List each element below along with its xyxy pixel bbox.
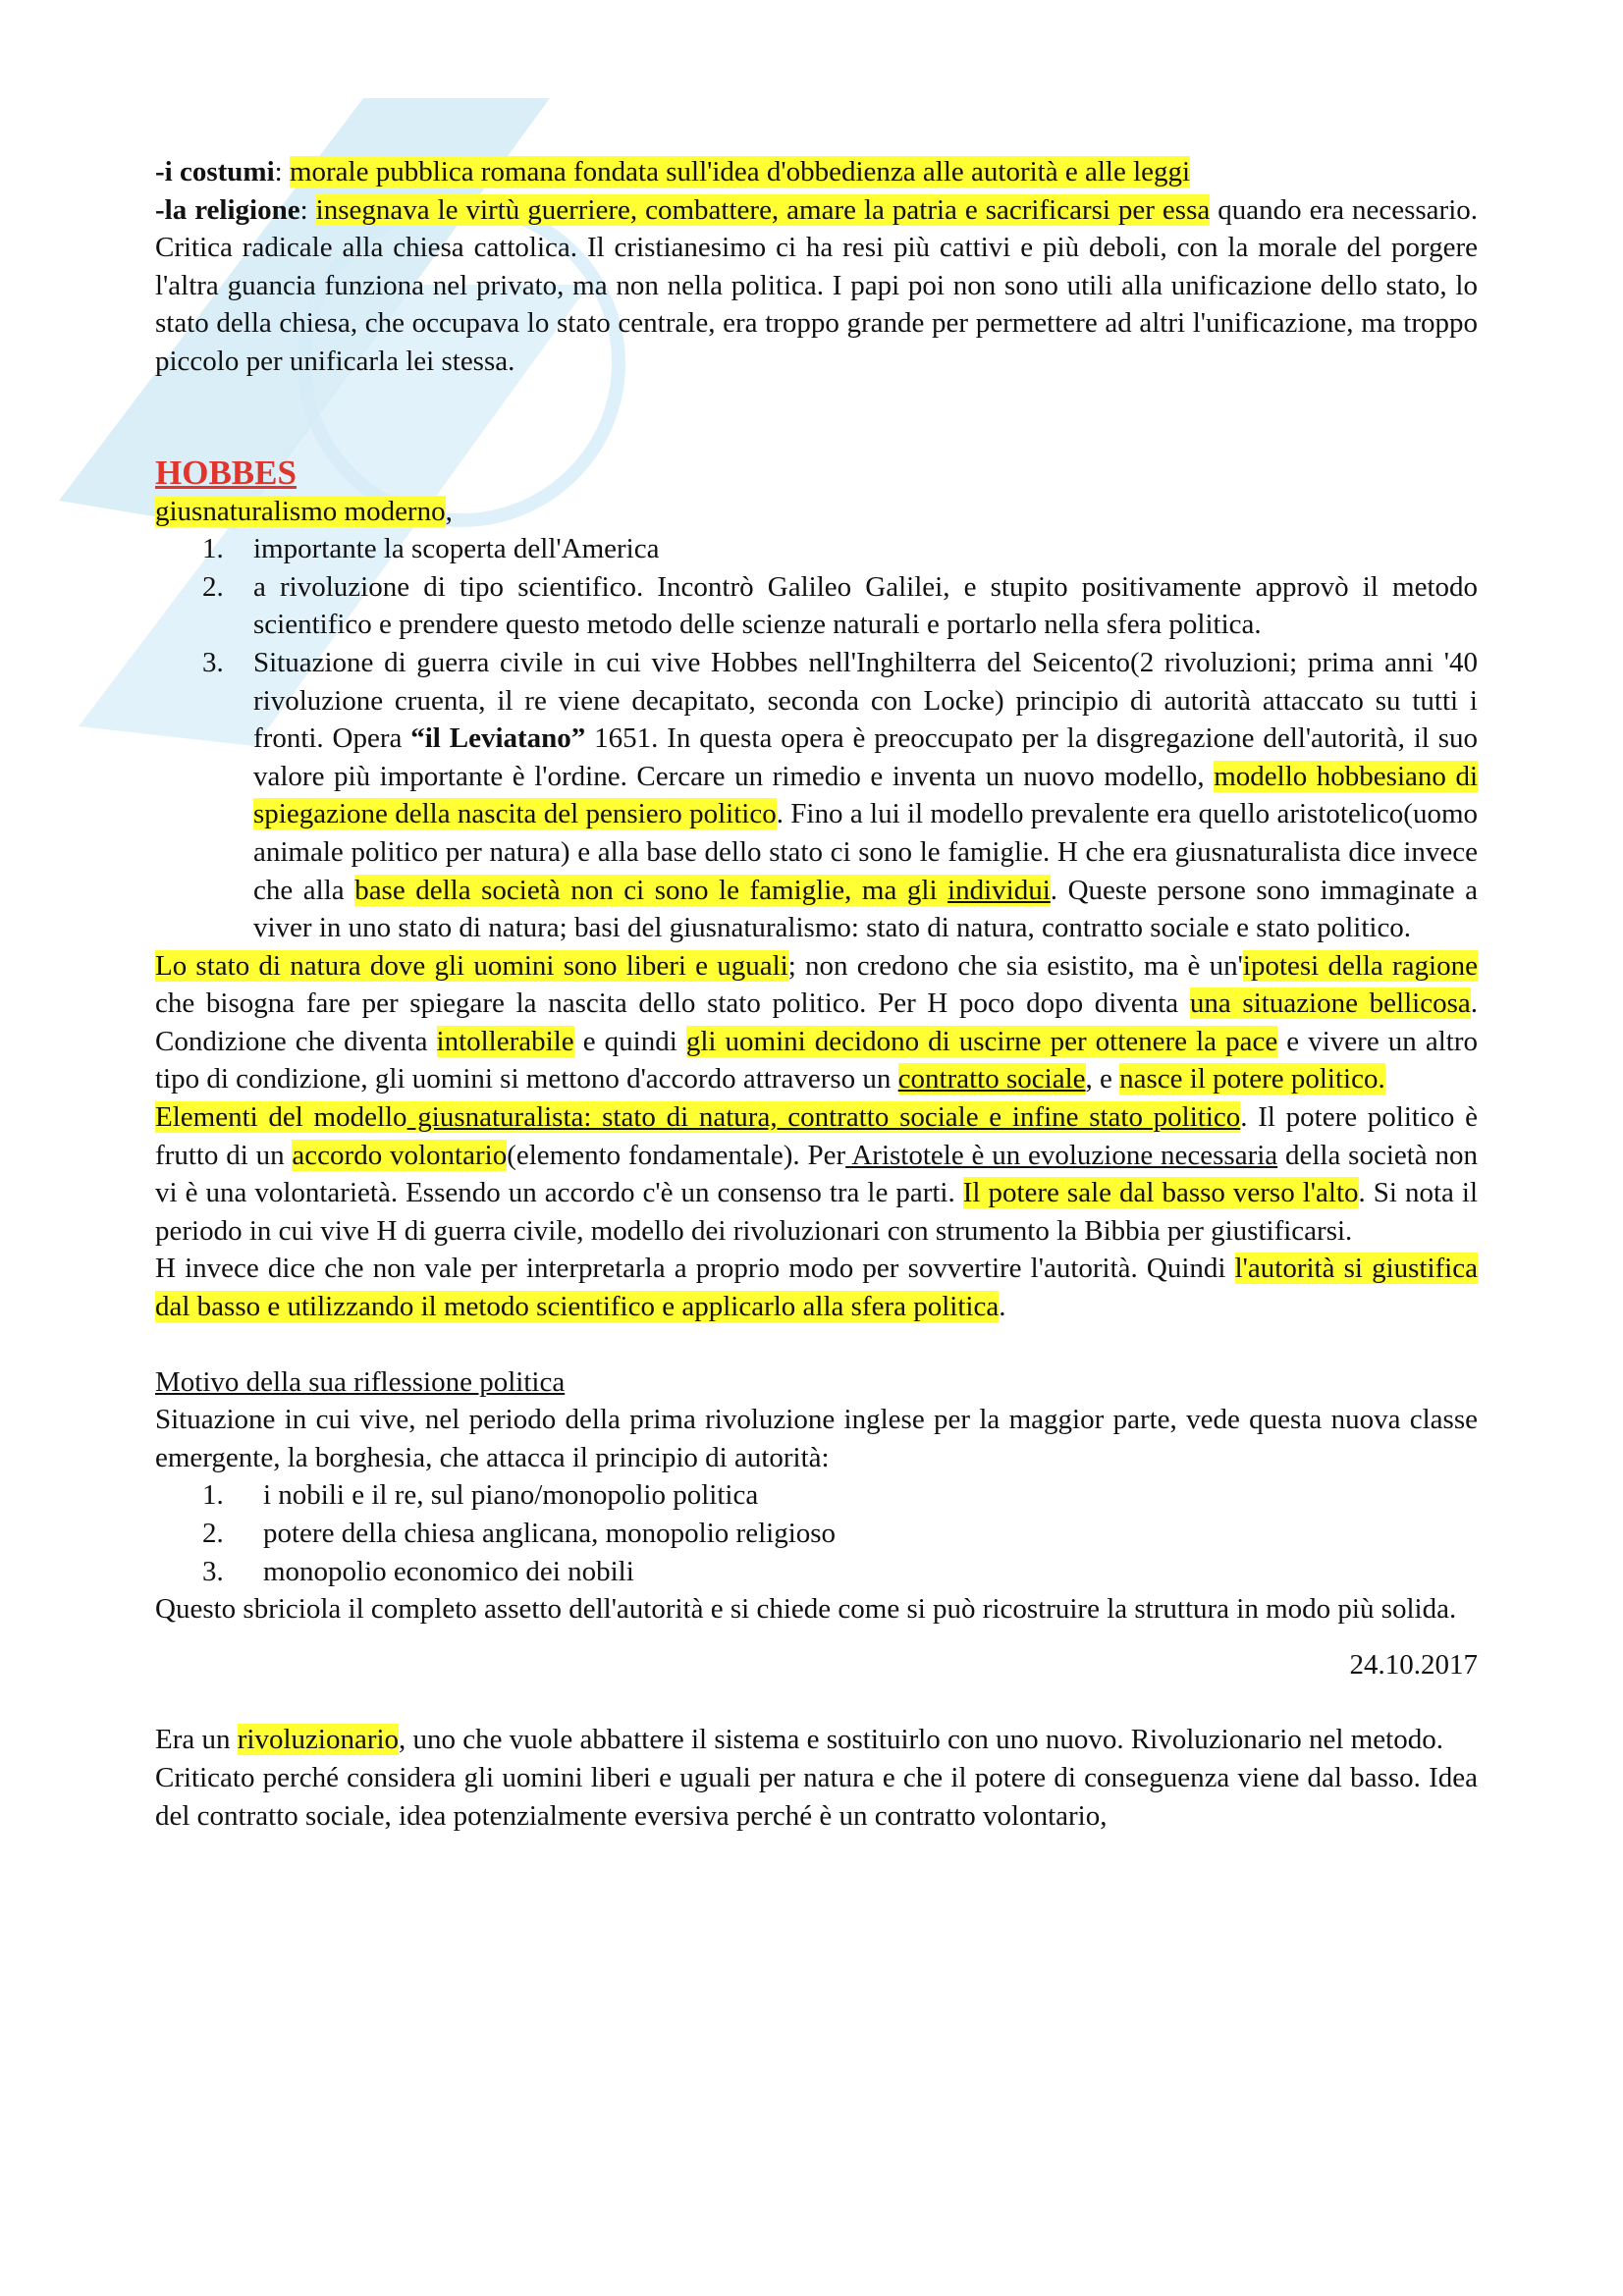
paragraph-autorita: H invece dice che non vale per interpretarla a proprio modo per sovvertire l'autorità. Quindi l'autorità si giustifica dal basso e utilizzando il metodo scientifico e applicarlo alla sfera politica. [155,1253,1478,1323]
section-title-hobbes: HOBBES [155,453,297,492]
costumi-text: morale pubblica romana fondata sull'idea d'obbedienza alle autorità e alle leggi [289,156,1191,187]
paragraph-religione: -la religione: insegnava le virtù guerriere, combattere, amare la patria e sacrificarsi per essa quando era necessario. Critica radicale alla chiesa cattolica. Il cristianesimo ci ha resi più cattivi e più deboli, con la morale del porgere l'altra guancia funziona nel privato, ma non nella politica. I papi poi non sono utili alla unificazione dello stato, lo stato della chiesa, che occupava lo stato centrale, era troppo grande per permettere ad altri l'unificazione, ma troppo piccolo per unificarla lei stessa. [155,193,1479,377]
list-item: 1. importante la scoperta dell'America [202,533,660,565]
costumi-label: -i costumi [155,156,275,187]
hobbes-list [155,530,1478,947]
opera-title: “il Leviatano” [410,722,586,755]
list-item: 2. a rivoluzione di tipo scientifico. Incontrò Galileo Galilei, e stupito positivamente approvò il metodo scientifico e prendere questo metodo delle scienze naturali e portarlo nella sfera politica. [202,570,1478,641]
document-body [155,153,1478,1835]
motivo-outro: Questo sbriciola il completo assetto dell'autorità e si chiede come si può ricostruire la struttura in modo più solida. [155,1593,1457,1626]
list-item: 3. monopolio economico dei nobili [202,1555,634,1587]
motivo-heading: Motivo della sua riflessione politica [155,1365,566,1398]
religione-highlight: insegnava le virtù guerriere, combattere, amare la patria e sacrificarsi per essa [315,193,1211,226]
paragraph-criticato: Criticato perché considera gli uomini liberi e uguali per natura e che il potere di conseguenza viene dal basso. Idea del contratto sociale, idea potenzialmente eversiva perché è un contratto volontario, [155,1761,1478,1832]
paragraph-rivoluzionario: Era un rivoluzionario, uno che vuole abbattere il sistema e sostituirlo con uno nuovo. Rivoluzionario nel metodo. [155,1724,1443,1756]
paragraph-elementi: Elementi del modello giusnaturalista: stato di natura, contratto sociale e infine stato politico. Il potere politico è frutto di un accordo volontario(elemento fondamentale). Per Aristotele è un evoluzione necessaria della società non vi è una volontarietà. Essendo un accordo c'è un consenso tra le parti. Il potere sale dal basso verso l'alto. Si nota il periodo in cui vive H di guerra civile, modello dei rivoluzionari con strumento la Bibbia per giustificarsi. [155,1101,1478,1247]
list-item: 3. Situazione di guerra civile in cui vive Hobbes nell'Inghilterra del Seicento(2 rivoluzioni; prima anni '40 rivoluzione cruenta, il re viene decapitato, seconda con Locke) principio di autorità attaccato su tutti i fronti. Opera “il Leviatano” 1651. In questa opera è preoccupato per la disgregazione dell'autorità, il suo valore più importante è l'ordine. Cercare un rimedio e inventa un nuovo modello, modello hobbesiano di spiegazione della nascita del pensiero politico. Fino a lui il modello prevalente era quello aristotelico(uomo animale politico per natura) e alla base dello stato ci sono le famiglie. H che era giusnaturalista dice invece che alla base della società non ci sono le famiglie, ma gli individui. Queste persone sono immaginate a viver in uno stato di natura; basi del giusnaturalismo: stato di natura, contratto sociale e stato politico. [202,646,1479,944]
motivo-intro: Situazione in cui vive, nel periodo della prima rivoluzione inglese per la maggior parte, vede questa nuova classe emergente, la borghesia, che attacca il principio di autorità: [155,1404,1478,1473]
paragraph-costumi: -i costumi: morale pubblica romana fondata sull'idea d'obbedienza alle autorità e alle leggi [155,156,1191,187]
lecture-date: 24.10.2017 [1349,1648,1478,1681]
hobbes-subtitle: giusnaturalismo moderno, [155,495,453,527]
list-item: 2. potere della chiesa anglicana, monopolio religioso [202,1518,837,1549]
religione-label: -la religione [155,193,300,226]
list-item: 1. i nobili e il re, sul piano/monopolio politica [202,1479,759,1512]
religione-text: quando era necessario. Critica radicale alla chiesa cattolica. Il cristianesimo ci ha resi più cattivi e più deboli, con la morale del porgere l'altra guancia funziona nel privato, ma non nella politica. I papi poi non sono utili alla unificazione dello stato, lo stato della chiesa, che occupava lo stato centrale, era troppo grande per permettere ad altri l'unificazione, ma troppo piccolo per unificarla lei stessa. [155,193,1479,377]
motivo-list [155,1476,1478,1590]
paragraph-stato-natura: Lo stato di natura dove gli uomini sono liberi e uguali; non credono che sia esistito, ma è un'ipotesi della ragione che bisogna fare per spiegare la nascita dello stato politico. Per H poco dopo diventa una situazione bellicosa. Condizione che diventa intollerabile e quindi gli uomini decidono di uscirne per ottenere la pace e vivere un altro tipo di condizione, gli uomini si mettono d'accordo attraverso un contratto sociale, e nasce il potere politico. [155,949,1478,1095]
